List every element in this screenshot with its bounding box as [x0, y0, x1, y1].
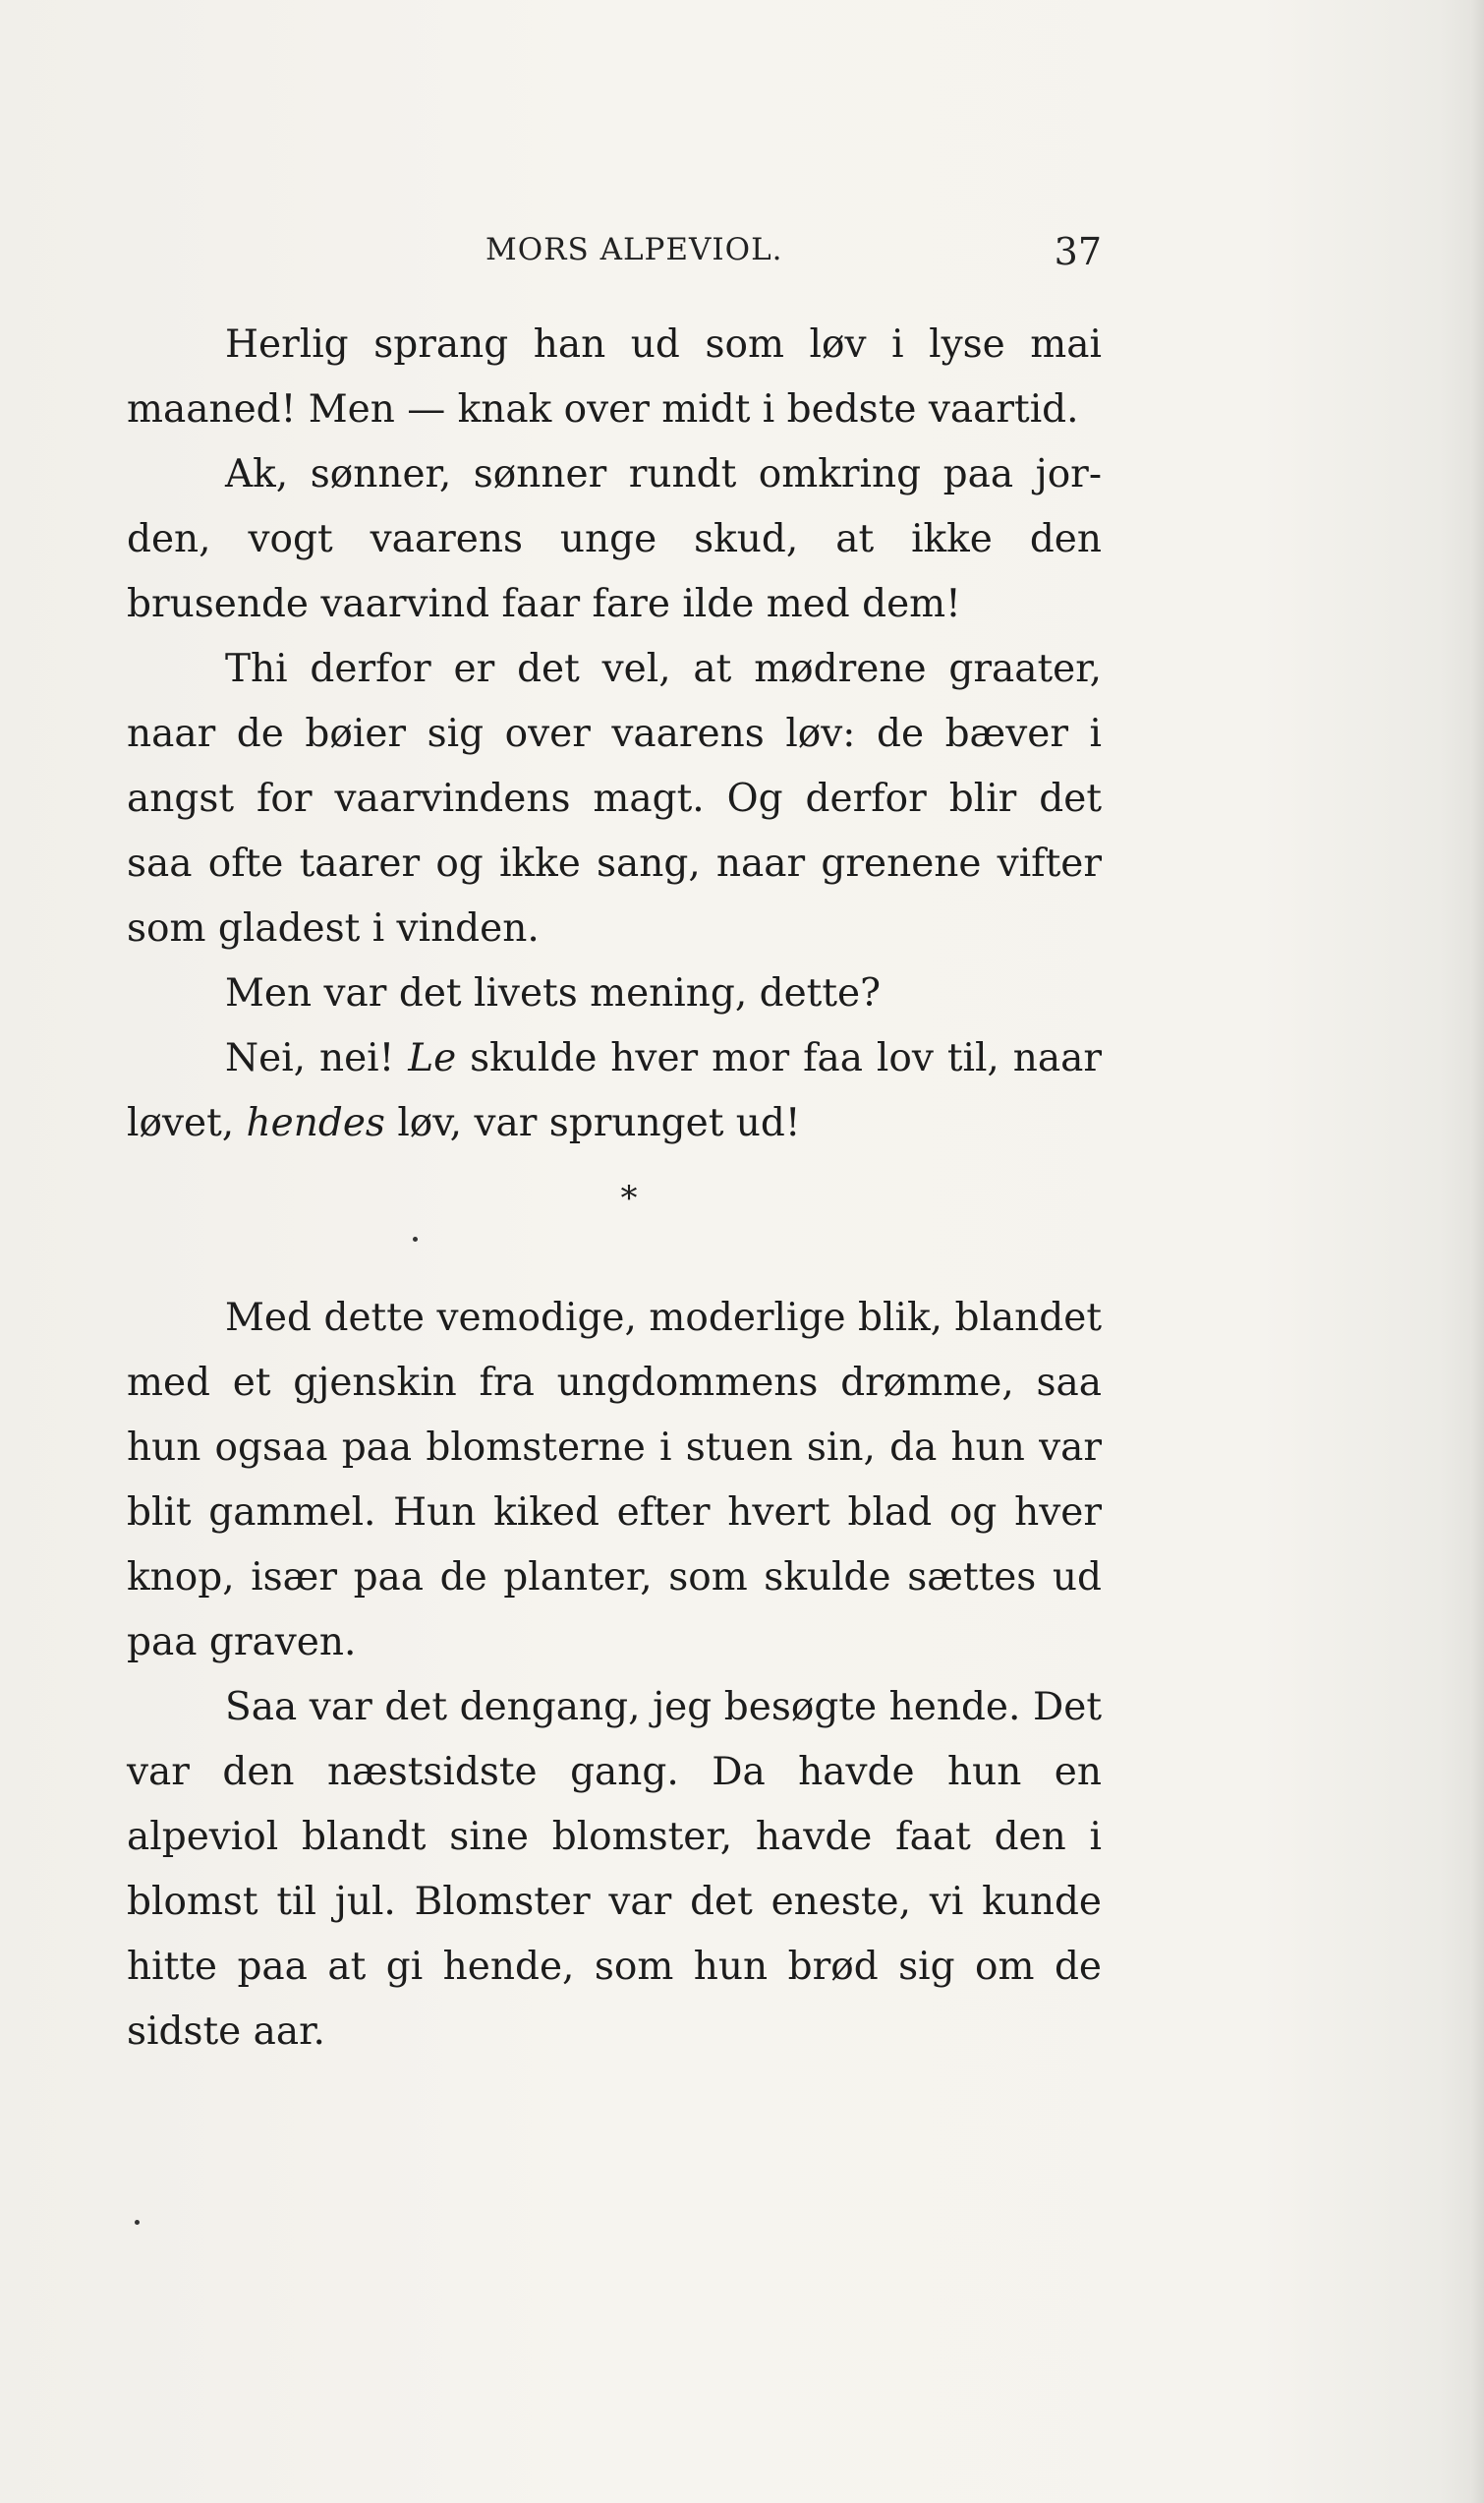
paragraph: Saa var det dengang, jeg besøgte hende. Det var den næstsidste gang. Da havde hun en alpeviol blandt sine blomster, havde faat den i blomst til jul. Blomster var det eneste, vi kunde hitte paa at gi hende, som hun brød sig om de sidste aar. [127, 1685, 1102, 2054]
paragraph: Herlig sprang han ud som løv i lyse mai maaned! Men — knak over midt i bedste vaartid. [127, 322, 1102, 432]
print-speck [413, 1237, 418, 1242]
text-run: Nei, nei! [225, 1036, 409, 1080]
emphasis: Le [408, 1036, 457, 1080]
paragraph: Men var det livets mening, dette? [225, 971, 882, 1016]
running-head [127, 224, 1102, 273]
text-run: skulde hver mor faa lov til, naar løvet, [127, 1036, 1102, 1145]
running-title: MORS ALPEVIOL. [485, 232, 783, 267]
page-edge [1470, 0, 1484, 2503]
paragraph: Med dette vemodige, moderlige blik, blandet med et gjenskin fra ungdommens drømme, saa hun ogsaa paa blomsterne i stuen sin, da hun var blit gammel. Hun kiked efter hvert blad og hver knop, især paa de planter, som skulde sættes ud paa graven. [127, 1296, 1102, 1664]
paragraph: Ak, sønner, sønner rundt omkring paa jor- den, vogt vaarens unge skud, at ikke den brusende vaarvind faar fare ilde med dem! [127, 452, 1102, 626]
emphasis: hendes [246, 1101, 385, 1145]
body-text [127, 313, 1102, 2065]
section-separator [127, 1156, 1102, 1286]
paragraph: Thi derfor er det vel, at mødrene graater, naar de bøier sig over vaarens løv: de bæver i angst for vaarvindens magt. Og derfor blir det saa ofte taarer og ikke sang, naar grenene vifter som gladest i vinden. [127, 647, 1102, 951]
print-speck [135, 2220, 140, 2225]
page-number: 37 [1054, 230, 1102, 273]
text-run: løv, var sprunget ud! [384, 1101, 801, 1145]
paragraph-with-emphasis [127, 1026, 1102, 1156]
asterisk-separator: * [620, 1179, 638, 1218]
